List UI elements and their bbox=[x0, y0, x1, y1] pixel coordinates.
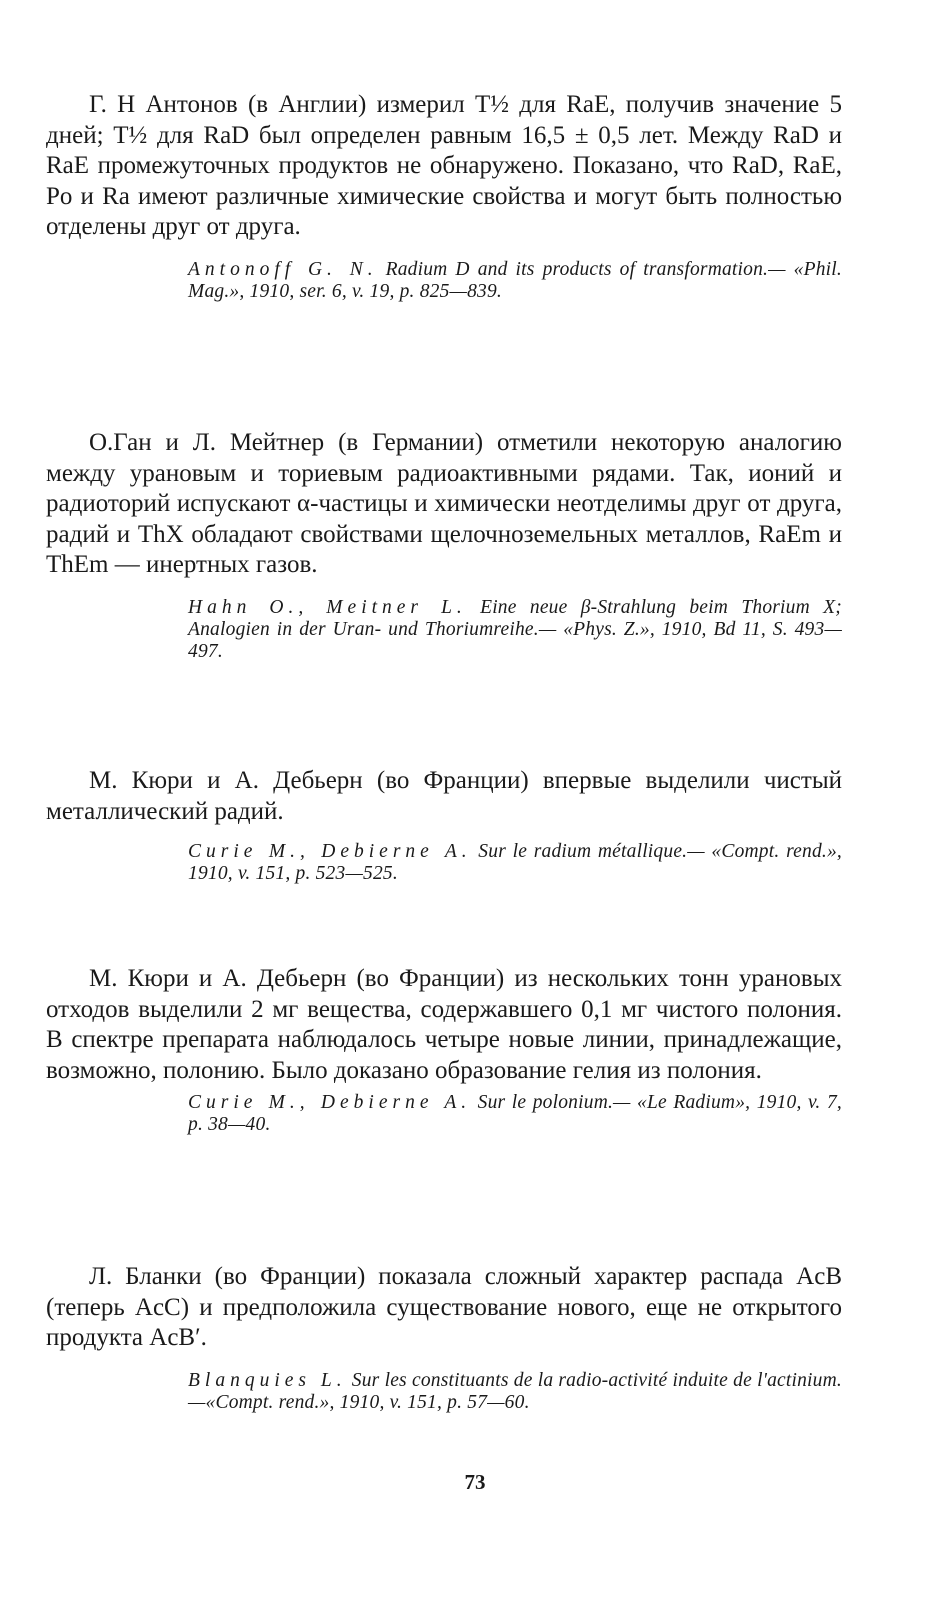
entry-curie-polonium bbox=[46, 964, 842, 1136]
entry-text: О.Ган и Л. Мейтнер (в Германии) отметили некоторую аналогию между урановым и ториевым радиоактивными рядами. Так, ионий и радиоторий испускают α-частицы и химически неотделимы друг от друга, радий и ThX обладают свойствами щелочноземельных металлов, RaEm и ThEm — инертных газов. bbox=[46, 429, 842, 578]
reference-authors: Antonoff G. N. bbox=[188, 258, 378, 280]
reference-details: Eine neue β-Strahlung beim Thorium X; Analogien in der Uran- und Thoriumreihe.— «Phys. Z.», 1910, Bd 11, S. 493—497. bbox=[188, 596, 842, 662]
entry-text: М. Кюри и А. Дебьерн (во Франции) из нескольких тонн урановых отходов выделили 2 мг вещества, содержавшего 0,1 мг чистого полония. В спектре препарата наблюдалось четыре новые линии, принадлежащие, возможно, полонию. Было доказано образование гелия из полония. bbox=[46, 965, 842, 1084]
entry-text: М. Кюри и А. Дебьерн (во Франции) впервые выделили чистый металлический радий. bbox=[46, 767, 842, 825]
page-number: 73 bbox=[464, 1470, 486, 1494]
reference-details: Sur les constituants de la radio-activité induite de l'actinium. —«Compt. rend.», 1910, v. 151, p. 57—60. bbox=[188, 1369, 842, 1413]
bibliographic-reference bbox=[188, 597, 842, 663]
reference-authors: Curie M., Debierne A. bbox=[188, 1092, 472, 1113]
entry-text: Г. Н Антонов (в Англии) измерил T½ для RaE, получив значение 5 дней; T½ для RaD был определен равным 16,5 ± 0,5 лет. Между RaD и RaE промежуточных продуктов не обнаружено. Показано, что RaD, RaE, Po и Ra имеют различные химические свойства и могут быть полностью отделены друг от друга. bbox=[46, 91, 842, 240]
bibliographic-reference bbox=[188, 259, 842, 303]
entry-text: Л. Бланки (во Франции) показала сложный характер распада AcB (теперь AcC) и предположила существование нового, еще не открытого продукта AcB′. bbox=[46, 1263, 842, 1351]
entry-curie-radium bbox=[46, 766, 842, 885]
entry-blanquies bbox=[46, 1262, 842, 1414]
reference-authors: Hahn O., Meitner L. bbox=[188, 596, 467, 618]
entry-hahn-meitner bbox=[46, 428, 842, 663]
reference-authors: Blanquies L. bbox=[188, 1369, 347, 1391]
reference-authors: Curie M., Debierne A. bbox=[188, 841, 472, 862]
reference-details: Sur le radium métallique.— «Compt. rend.», 1910, v. 151, p. 523—525. bbox=[188, 841, 842, 884]
bibliographic-reference bbox=[188, 1092, 842, 1136]
entry-antonov bbox=[46, 90, 842, 303]
reference-details: Radium D and its products of transformation.— «Phil. Mag.», 1910, ser. 6, v. 19, p. 825—839. bbox=[188, 258, 842, 302]
reference-details: Sur le polonium.— «Le Radium», 1910, v. 7, p. 38—40. bbox=[188, 1092, 842, 1135]
bibliographic-reference bbox=[188, 1370, 842, 1414]
bibliographic-reference bbox=[188, 841, 842, 885]
